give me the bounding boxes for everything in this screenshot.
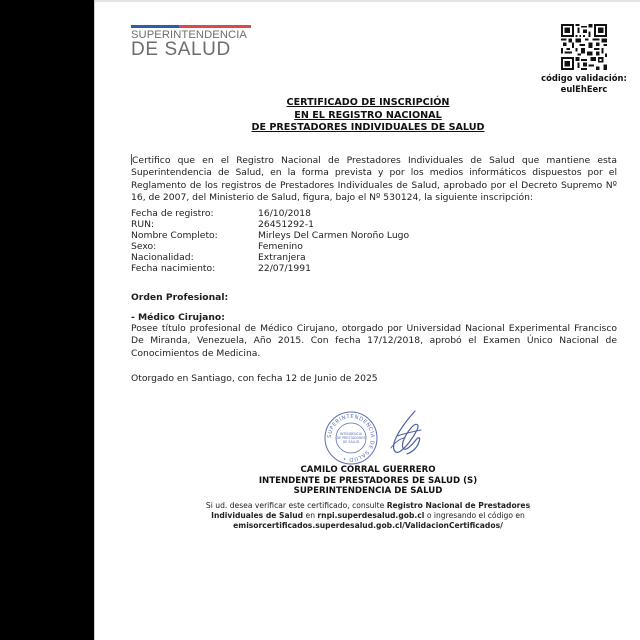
field-value: 16/10/2018 [258,208,311,219]
title-line3: DE PRESTADORES INDIVIDUALES DE SALUD [251,122,485,133]
field-label: Fecha de registro: [131,208,214,219]
signer-institution: SUPERINTENDENCIA DE SALUD [293,486,443,496]
logo-line2: DE SALUD [131,39,231,60]
field-value: Mirleys Del Carmen Noroño Lugo [258,230,410,242]
issued-place-date: Otorgado en Santiago, con fecha 12 de Junio de 2025 [131,373,378,384]
validation-code-label: código validación: [541,73,627,83]
field-row-sexo [131,241,617,252]
field-label: Nacionalidad: [131,252,194,264]
field-label: Nombre Completo: [131,230,218,242]
flag-stripe-blue [131,25,179,28]
qr-code-icon[interactable] [561,24,607,70]
field-row-run [131,219,617,230]
signer-position: INTENDENTE DE PRESTADORES DE SALUD (S) [258,475,478,486]
flag-stripe-red [179,25,251,28]
verify-registry-name: Registro Nacional de Prestadores Individuales de Salud [211,501,531,520]
certificate-page [94,0,640,640]
field-row-nacionalidad [131,252,617,263]
title-line2: EN EL REGISTRO NACIONAL [294,109,442,121]
logo-line1: SUPERINTENDENCIA [131,29,247,41]
flag-stripe [131,25,251,28]
verify-text-2: en [303,511,318,520]
verify-rnpi-link[interactable]: rnpi.superdesalud.gob.cl [317,511,425,520]
svg-text:DE PRESTADORES: DE PRESTADORES [336,436,366,440]
superintendencia-logo [131,25,253,58]
field-row-fecha-registro [131,208,617,219]
title-line1: CERTIFICADO DE INSCRIPCIÓN [286,97,450,108]
signature-icon [377,408,427,460]
field-value: Femenino [258,241,303,253]
svg-text:INTENDENCIA: INTENDENCIA [340,432,362,436]
field-label: RUN: [131,219,155,231]
verification-note [185,501,551,531]
certificate-title [95,97,640,135]
page-top-edge [95,0,640,2]
verify-text-1: Si ud. desea verificar este certificado, consulte [205,501,387,510]
registration-fields [131,208,617,275]
qr-validation-block [527,24,640,95]
svg-text:DE SALUD: DE SALUD [342,440,360,444]
field-label: Sexo: [131,241,157,253]
verify-text-3: o ingresando el código en [424,511,525,520]
intro-paragraph [131,154,617,204]
orden-profesional-heading: Orden Profesional: [131,292,229,303]
svg-text:SUPERINTENDENCIA DE SALUD •: SUPERINTENDENCIA DE SALUD • [326,413,376,463]
profession-description: Posee título profesional de Médico Cirujano, otorgado por Universidad Nacional Experimental Francisco De Miranda, Venezuela, Año 2015. Con fecha 17/12/2018, aprobó el Examen Único Nacional de Conocimientos de Medicina. [131,323,617,359]
official-seal-icon [323,410,379,466]
signer-name: CAMILO CORRAL GUERRERO [300,465,436,475]
field-value: 26451292-1 [258,219,314,231]
signer-block [95,465,640,497]
profession-title: - Médico Cirujano: [131,312,225,323]
verify-validation-link[interactable]: emisorcertificados.superdesalud.gob.cl/ValidacionCertificados/ [233,521,503,530]
field-row-fecha-nacimiento [131,263,617,274]
intro-text: Certifico que en el Registro Nacional de Prestadores Individuales de Salud que mantiene esta Superintendencia de Salud, en la forma prevista y por los medios informáticos dispuestos por el Reglamento de los registros de Prestadores Individuales de Salud, aprobado por el Decreto Supremo Nº 16, de 2007, del Ministerio de Salud, figura, bajo el Nº 530124, la siguiente inscripción: [131,155,617,203]
validation-code-value: eulEhEerc [560,84,608,94]
field-label: Fecha nacimiento: [131,263,216,275]
field-value: 22/07/1991 [258,263,311,275]
field-row-nombre [131,230,617,241]
field-value: Extranjera [258,252,306,264]
